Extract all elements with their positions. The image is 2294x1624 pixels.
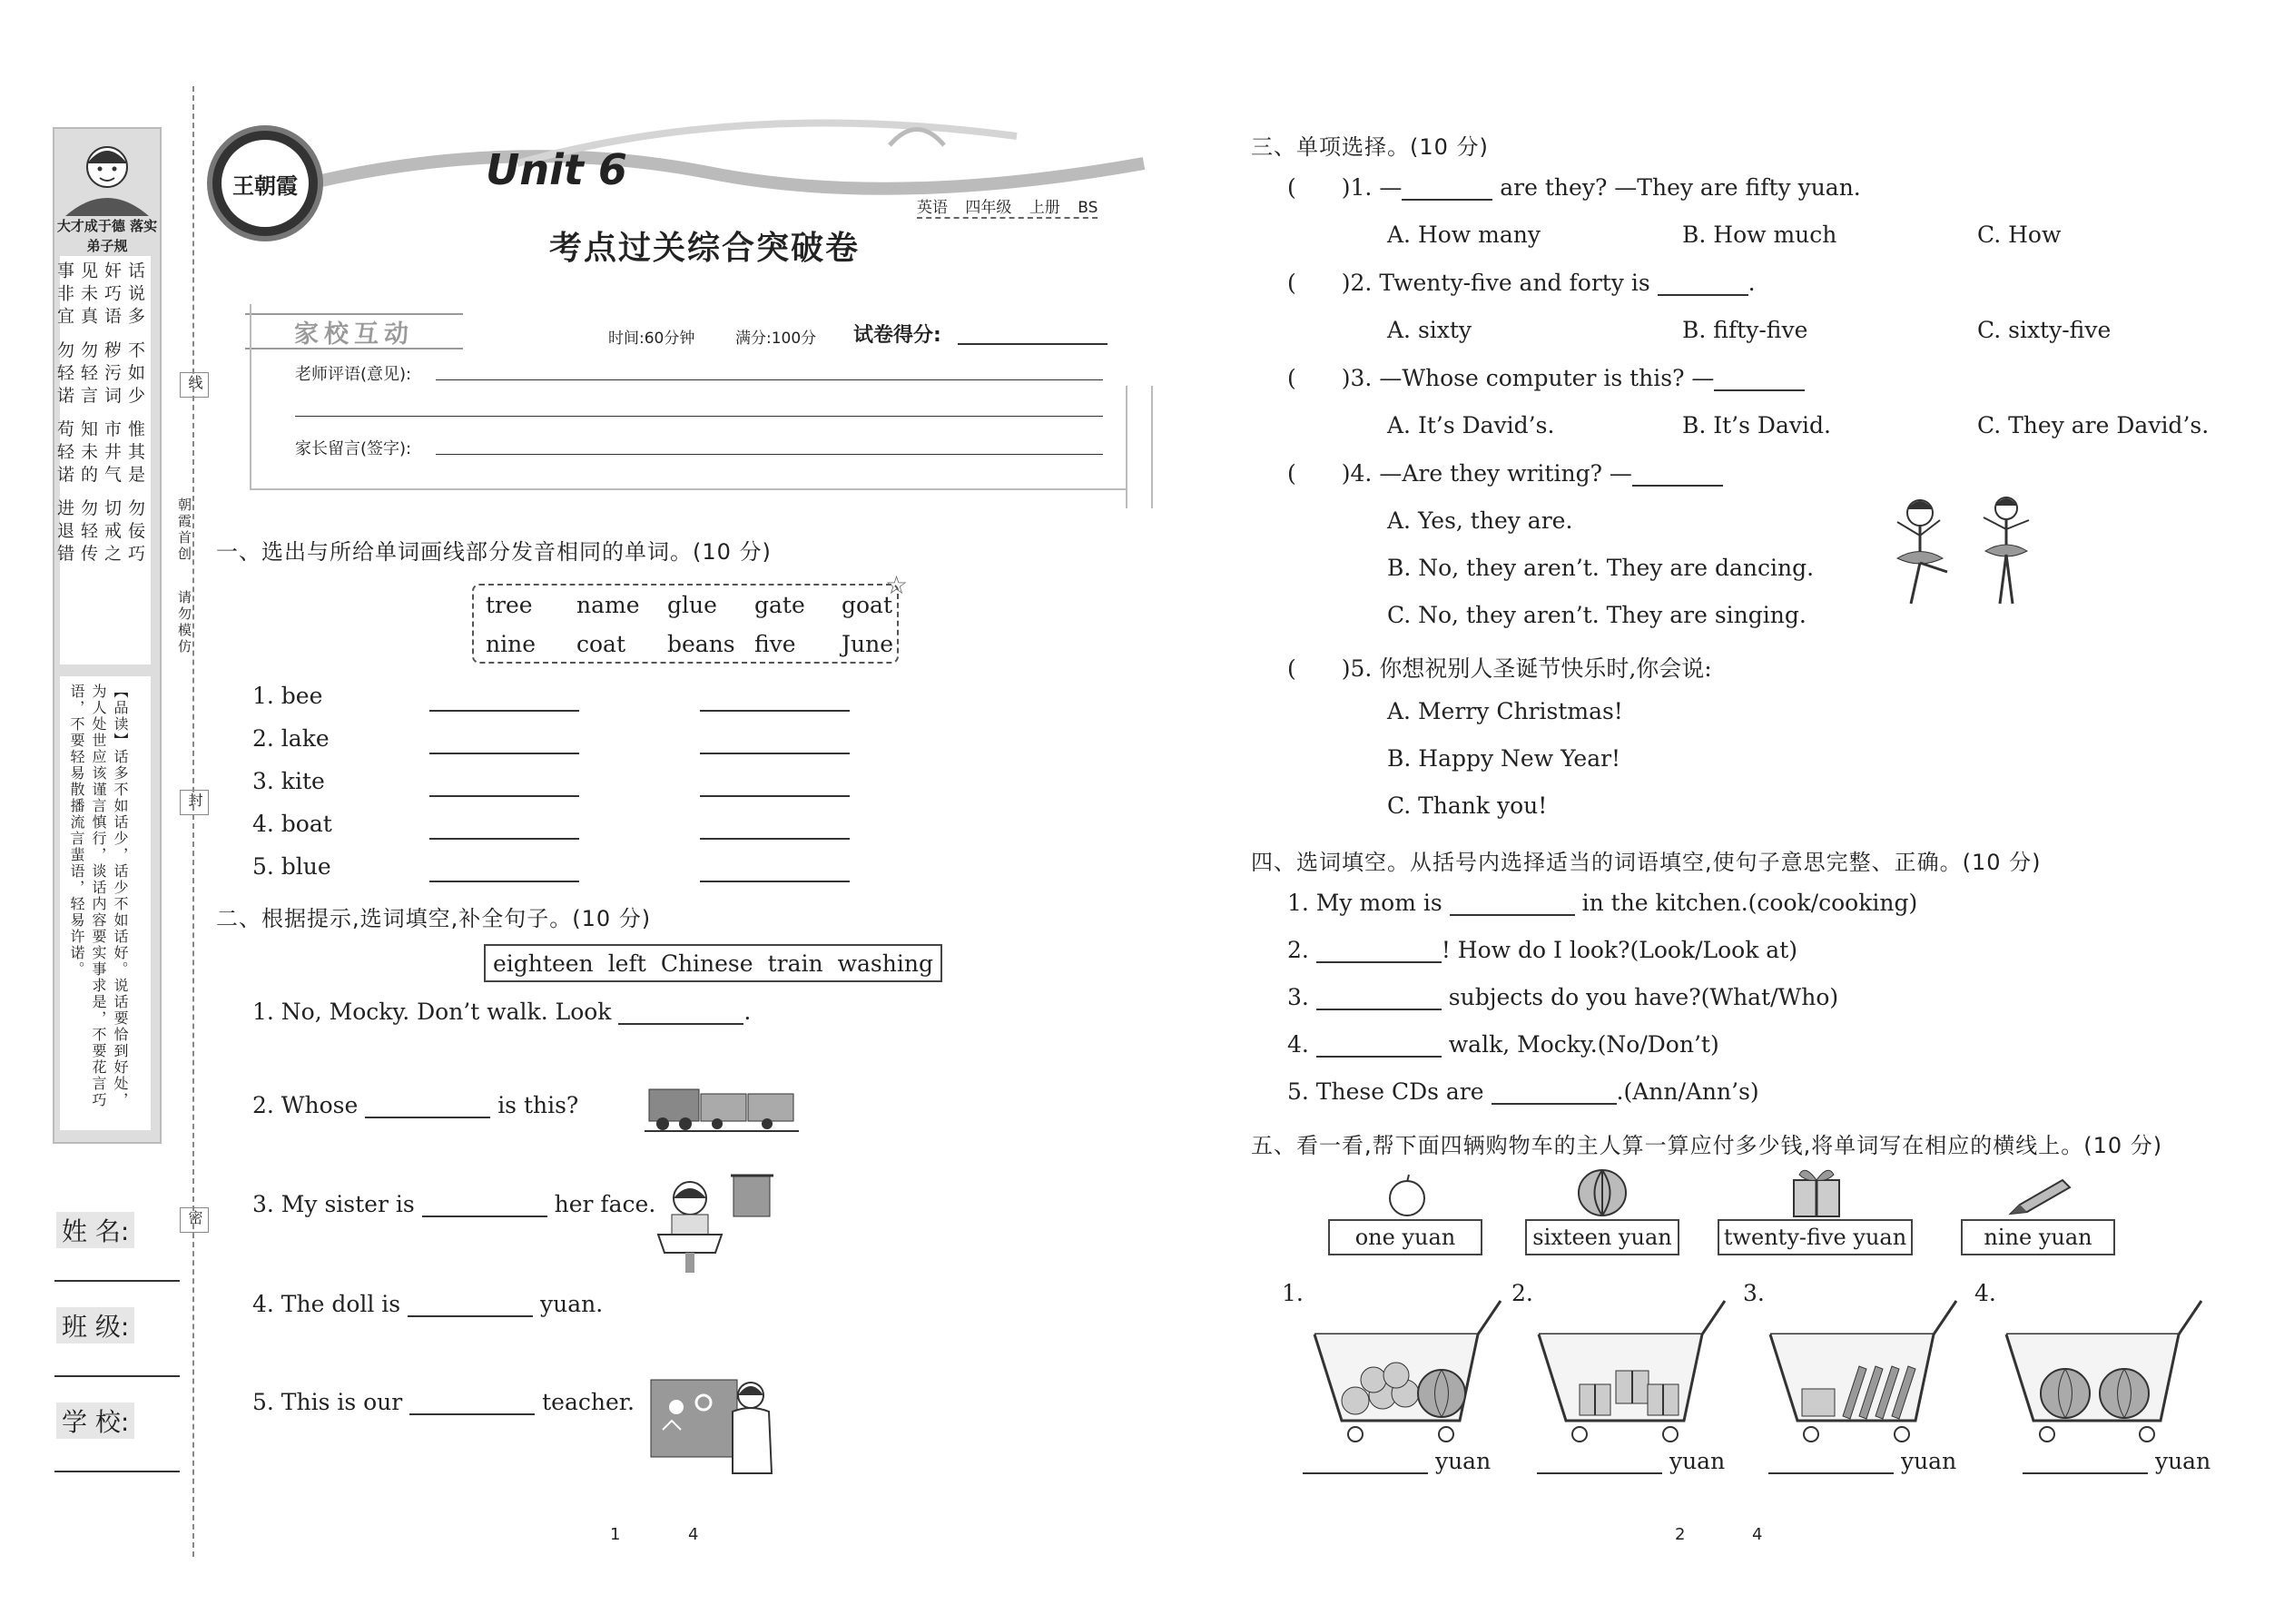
answer-line[interactable] (700, 710, 850, 712)
unit-label: yuan (2154, 1448, 2211, 1474)
answer-line[interactable] (2023, 1472, 2148, 1474)
stem: )5. 你想祝别人圣诞节快乐时,你会说: (1341, 655, 1712, 682)
stem: 4. (1287, 1031, 1309, 1058)
motto-col: 见未真 勿轻言 知未的 勿轻传 (78, 261, 98, 567)
class-label: 班 级: (56, 1307, 134, 1343)
option[interactable]: A. sixty (1387, 317, 1472, 343)
stem: 5. This is our (252, 1389, 403, 1415)
cart-apples (1296, 1294, 1505, 1447)
option[interactable]: B. Happy New Year! (1387, 745, 1621, 772)
stem: )3. —Whose computer is this? — (1341, 365, 1715, 391)
item-word: 3. kite (252, 768, 325, 794)
mc-question-4 (1287, 460, 2268, 649)
sound-items (252, 683, 332, 896)
exam-subtitle: 考点过关综合突破卷 (549, 229, 861, 267)
cart-number: 1. (1282, 1280, 1304, 1306)
paren[interactable]: ( (1287, 460, 1296, 487)
frame-corner (1126, 386, 1153, 508)
item-word: 2. lake (252, 725, 330, 752)
answer-line[interactable] (1450, 914, 1575, 916)
cart-number: 2. (1511, 1280, 1533, 1306)
page-number: 4 (688, 1525, 699, 1544)
parent-comment-label: 家长留言(签字): (295, 439, 412, 458)
motto-col: 奸巧语 秽污词 市井气 切戒之 (102, 261, 122, 567)
unit-label: yuan (1669, 1448, 1726, 1474)
cut-mark: 封 (180, 790, 209, 815)
washing-face-image (654, 1171, 776, 1279)
mc-question-1 (1287, 174, 2268, 269)
section-5-title: 五、看一看,帮下面四辆购物车的主人算一算应付多少钱,将单词写在相应的横线上。(10 分) (1251, 1133, 2163, 1158)
item-word: 1. bee (252, 683, 323, 709)
option[interactable]: A. Merry Christmas! (1387, 698, 1623, 724)
name-line[interactable] (54, 1280, 180, 1282)
answer-line[interactable] (700, 795, 850, 797)
item-word: 5. blue (252, 853, 331, 880)
frame-corner (250, 304, 1126, 490)
train-image (645, 1071, 799, 1138)
option[interactable]: C. They are David’s. (1977, 412, 2210, 438)
answer-line[interactable] (1402, 199, 1492, 201)
motto-top: 大才成于德 落实弟子规 (56, 218, 158, 254)
answer-line[interactable] (618, 1023, 743, 1025)
stem: )4. —Are they writing? — (1341, 460, 1632, 487)
school-label: 学 校: (56, 1403, 134, 1439)
cart-watermelons (1997, 1294, 2206, 1447)
stem: )2. Twenty-five and forty is (1341, 270, 1650, 296)
teacher-image (649, 1375, 781, 1479)
unit-label: yuan (1900, 1448, 1957, 1474)
word: gate (754, 592, 805, 618)
school-line[interactable] (54, 1471, 180, 1472)
section-4-title: 四、选词填空。从括号内选择适当的词语填空,使句子意思完整、正确。(10 分) (1251, 850, 2042, 875)
word: goat (842, 592, 893, 618)
option[interactable]: A. It’s David’s. (1387, 412, 1555, 438)
answer-line[interactable] (700, 838, 850, 840)
choose-item (1287, 984, 1917, 1031)
fill-item-5 (252, 1389, 635, 1415)
stem-end: ! How do I look?(Look/Look at) (1441, 937, 1798, 963)
mc-question-5 (1287, 651, 2268, 840)
fill-item-2 (252, 1092, 578, 1118)
stem-end: are they? —They are fifty yuan. (1500, 174, 1861, 201)
watermelon-icon (1576, 1166, 1629, 1222)
sound-item (252, 725, 332, 768)
section-3-title: 三、单项选择。(10 分) (1251, 134, 1489, 160)
answer-line[interactable] (429, 753, 579, 754)
answer-line[interactable] (429, 838, 579, 840)
bank-word: washing (837, 950, 933, 977)
fill-item-1 (252, 999, 751, 1025)
stem-end: teacher. (542, 1389, 635, 1415)
cart-number: 3. (1743, 1280, 1765, 1306)
score-label: 试卷得分: (853, 324, 941, 347)
stem: 1. My mom is (1287, 890, 1442, 916)
cut-mark: 线 (180, 372, 209, 398)
motto-box (54, 256, 151, 664)
option[interactable]: C. Thank you! (1387, 792, 1548, 819)
answer-line[interactable] (1632, 485, 1723, 487)
stem: 5. These CDs are (1287, 1078, 1484, 1105)
answer-line[interactable] (1768, 1472, 1894, 1474)
stem-end: walk, Mocky.(No/Don’t) (1448, 1031, 1719, 1058)
word: glue (667, 592, 717, 618)
paren[interactable]: ( (1287, 174, 1296, 201)
time-label: 时间:60分钟 (608, 330, 695, 348)
stem-end: yuan. (540, 1291, 604, 1317)
side-note: 朝霞首创 (176, 497, 192, 563)
price-box: sixteen yuan (1525, 1219, 1679, 1255)
bank-word: Chinese (660, 950, 753, 977)
word-bank (484, 944, 942, 982)
option[interactable]: B. How much (1682, 221, 1837, 248)
class-line[interactable] (54, 1375, 180, 1377)
reading-box (60, 676, 151, 1130)
cut-line (192, 86, 194, 1557)
bank-word: train (767, 950, 823, 977)
word: tree (486, 592, 533, 618)
option[interactable]: C. How (1977, 221, 2062, 248)
answer-line[interactable] (1316, 1056, 1442, 1058)
option[interactable]: C. sixty-five (1977, 317, 2112, 343)
answer-line[interactable] (365, 1117, 490, 1118)
word: coat (576, 631, 626, 657)
bank-word: left (607, 950, 646, 977)
teacher-comment-label: 老师评语(意见): (295, 365, 412, 384)
choose-item (1287, 890, 1917, 937)
gift-icon (1788, 1162, 1845, 1222)
choose-item (1287, 1031, 1917, 1078)
option[interactable]: B. fifty-five (1682, 317, 1808, 343)
answer-line[interactable] (1303, 1472, 1428, 1474)
option[interactable]: C. No, they aren’t. They are singing. (1387, 602, 1807, 628)
option[interactable]: A. Yes, they are. (1387, 507, 1573, 534)
choose-item (1287, 937, 1917, 984)
choose-items (1287, 890, 1917, 1126)
answer-line[interactable] (408, 1315, 533, 1317)
stem: )1. — (1341, 174, 1403, 201)
answer-line[interactable] (429, 881, 579, 882)
choose-item (1287, 1078, 1917, 1126)
stem: 2. (1287, 937, 1309, 963)
option[interactable]: B. It’s David. (1682, 412, 1831, 438)
answer-line[interactable] (422, 1216, 547, 1217)
sound-words-row-1 (486, 592, 905, 618)
stem-end: is this? (497, 1092, 579, 1118)
cart-answer (1768, 1448, 1956, 1474)
cart-gifts (1530, 1294, 1729, 1447)
page-number: 4 (1752, 1525, 1763, 1544)
dancers-image (1884, 486, 2047, 625)
full-score: 满分:100分 (735, 330, 817, 348)
sound-item (252, 811, 332, 853)
cut-mark: 密 (180, 1207, 209, 1233)
option[interactable]: B. No, they aren’t. They are dancing. (1387, 555, 1815, 581)
cart-answer (2023, 1448, 2210, 1474)
stem: 2. Whose (252, 1092, 359, 1118)
grade-tags: 英语 四年级 上册 BS (917, 194, 1098, 219)
stem-end: subjects do you have?(What/Who) (1448, 984, 1839, 1010)
cart-answer (1303, 1448, 1491, 1474)
stem-end: .(Ann/Ann’s) (1616, 1078, 1759, 1105)
fill-item-4 (252, 1291, 603, 1317)
option[interactable]: A. How many (1387, 221, 1541, 248)
answer-line[interactable] (1492, 1103, 1617, 1105)
stem: 4. The doll is (252, 1291, 401, 1317)
unit-title: Unit 6 (486, 145, 627, 194)
section-2-title: 二、根据提示,选词填空,补全句子。(10 分) (216, 906, 652, 931)
stem-end: . (1748, 270, 1756, 296)
sound-item (252, 853, 332, 896)
name-label: 姓 名: (56, 1212, 134, 1248)
word: name (576, 592, 640, 618)
answer-line[interactable] (700, 881, 850, 882)
stem: 3. (1287, 984, 1309, 1010)
sound-words-row-2 (486, 631, 905, 657)
mc-question-2 (1287, 270, 2268, 364)
price-box: one yuan (1328, 1219, 1482, 1255)
item-word: 4. boat (252, 811, 332, 837)
word: nine (486, 631, 536, 657)
sound-item (252, 683, 332, 725)
stem: 1. No, Mocky. Don’t walk. Look (252, 999, 612, 1025)
answer-line[interactable] (429, 795, 579, 797)
side-note: 请勿模仿 (176, 590, 192, 655)
bank-word: eighteen (493, 950, 594, 977)
cart-number: 4. (1974, 1280, 1996, 1306)
fill-item-3 (252, 1191, 655, 1217)
answer-line[interactable] (1316, 1009, 1442, 1010)
motto-col: 事非宜 勿轻诺 苟轻诺 进退错 (54, 261, 74, 567)
mc-question-3 (1287, 365, 2268, 459)
price-box: nine yuan (1961, 1219, 2115, 1255)
page-number: 2 (1675, 1525, 1686, 1544)
word: five (754, 631, 796, 657)
motto-col: 话说多 不如少 惟其是 勿佞巧 (125, 261, 145, 567)
pencil-icon (2006, 1176, 2074, 1223)
sound-item (252, 768, 332, 811)
answer-line[interactable] (409, 1413, 535, 1415)
stem-end: in the kitchen.(cook/cooking) (1581, 890, 1918, 916)
stem-end: . (743, 999, 752, 1025)
paren[interactable]: ( (1287, 655, 1296, 682)
cart-pencils (1761, 1294, 1961, 1447)
apple-icon (1384, 1173, 1430, 1220)
mascot-image (56, 136, 158, 218)
stem: 3. My sister is (252, 1191, 415, 1217)
paren[interactable]: ( (1287, 365, 1296, 391)
answer-line[interactable] (1537, 1472, 1662, 1474)
price-box: twenty-five yuan (1718, 1219, 1913, 1255)
logo-seal (207, 125, 323, 241)
logo-text: 王朝霞 (232, 172, 298, 199)
answer-line[interactable] (1714, 389, 1805, 391)
star-icon: ☆ (885, 570, 909, 600)
answer-line[interactable] (1658, 294, 1748, 296)
answer-line[interactable] (429, 710, 579, 712)
cart-answer (1537, 1448, 1725, 1474)
reading-text: 【品读】话多不如话少，话少不如话好。说话要恰到好处，为人处世应该谨言慎行，谈话内容要实事求是，不要花言巧语，不要轻易散播流言蜚语，轻易许诺。 (68, 684, 129, 1108)
word: beans (667, 631, 735, 657)
unit-label: yuan (1434, 1448, 1492, 1474)
page-number: 1 (610, 1525, 621, 1544)
answer-line[interactable] (700, 753, 850, 754)
paren[interactable]: ( (1287, 270, 1296, 296)
home-school-label: 家校互动 (294, 320, 414, 349)
word: June (842, 631, 894, 657)
stem-end: her face. (554, 1191, 656, 1217)
answer-line[interactable] (1316, 961, 1442, 963)
section-1-title: 一、选出与所给单词画线部分发音相同的单词。(10 分) (216, 539, 772, 565)
